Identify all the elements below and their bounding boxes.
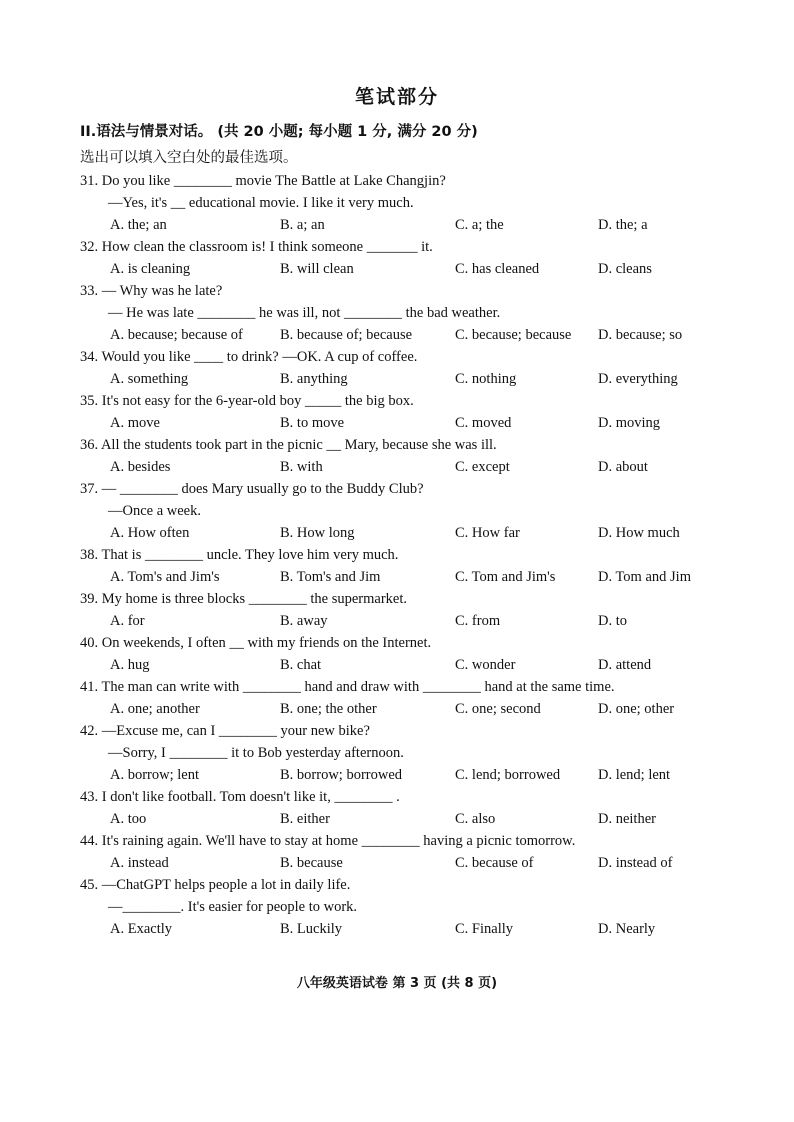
option-b: B. because of; because (280, 327, 413, 343)
option-a: A. borrow; lent (110, 767, 199, 783)
answer-options (80, 610, 740, 632)
option-d: D. about (598, 459, 648, 475)
option-a: A. instead (110, 855, 169, 871)
answer-options (80, 918, 740, 940)
question-stem: 37. — ________ does Mary usually go to the Buddy Club? (80, 481, 424, 497)
answer-options (80, 852, 740, 874)
answer-options (80, 368, 740, 390)
answer-options (80, 764, 740, 786)
question-item (80, 676, 740, 720)
instruction-text: 选出可以填入空白处的最佳选项。 (80, 150, 298, 166)
question-stem: 33. — Why was he late? (80, 283, 223, 299)
option-b: B. one; the other (280, 701, 377, 717)
option-a: A. too (110, 811, 147, 827)
question-item (80, 786, 740, 830)
answer-options (80, 324, 740, 346)
option-d: D. to (598, 613, 627, 629)
question-stem: 38. That is ________ uncle. They love him very much. (80, 547, 399, 563)
option-b: B. borrow; borrowed (280, 767, 403, 783)
option-a: A. because; because of (110, 327, 243, 343)
option-a: A. How often (110, 525, 190, 541)
question-stem: 44. It's raining again. We'll have to stay at home ________ having a picnic tomorrow. (80, 833, 576, 849)
option-b: B. either (280, 811, 330, 827)
option-c: C. moved (455, 415, 512, 431)
option-b: B. anything (280, 371, 348, 387)
question-item (80, 390, 740, 434)
option-c: C. lend; borrowed (455, 767, 561, 783)
option-c: C. one; second (455, 701, 541, 717)
option-a: A. one; another (110, 701, 200, 717)
question-stem: 32. How clean the classroom is! I think someone _______ it. (80, 239, 433, 255)
option-b: B. with (280, 459, 323, 475)
option-a: A. besides (110, 459, 171, 475)
option-c: C. has cleaned (455, 261, 540, 277)
option-a: A. the; an (110, 217, 167, 233)
option-c: C. because of (455, 855, 534, 871)
question-item (80, 544, 740, 588)
answer-options (80, 214, 740, 236)
option-d: D. Tom and Jim (598, 569, 691, 585)
option-d: D. cleans (598, 261, 652, 277)
option-b: B. because (280, 855, 343, 871)
option-a: A. something (110, 371, 189, 387)
option-a: A. for (110, 613, 145, 629)
question-list (80, 170, 740, 940)
option-b: B. to move (280, 415, 345, 431)
question-item (80, 280, 740, 346)
section-heading: II.语法与情景对话。 (共 20 小题; 每小题 1 分, 满分 20 分) (80, 124, 478, 140)
option-d: D. the; a (598, 217, 648, 233)
question-item (80, 236, 740, 280)
question-stem: 42. —Excuse me, can I ________ your new bike? (80, 723, 370, 739)
option-c: C. also (455, 811, 496, 827)
option-d: D. everything (598, 371, 678, 387)
option-c: C. Finally (455, 921, 514, 937)
option-c: C. a; the (455, 217, 504, 233)
question-item (80, 588, 740, 632)
option-d: D. attend (598, 657, 652, 673)
question-stem-continued: —Sorry, I ________ it to Bob yesterday afternoon. (108, 745, 404, 761)
option-b: B. away (280, 613, 328, 629)
option-c: C. Tom and Jim's (455, 569, 556, 585)
question-item (80, 830, 740, 874)
question-stem-continued: — He was late ________ he was ill, not ________ the bad weather. (108, 305, 501, 321)
question-stem-continued: —Once a week. (108, 503, 201, 519)
option-c: C. from (455, 613, 501, 629)
option-b: B. How long (280, 525, 355, 541)
answer-options (80, 566, 740, 588)
question-stem: 45. —ChatGPT helps people a lot in daily life. (80, 877, 351, 893)
option-d: D. instead of (598, 855, 673, 871)
option-d: D. How much (598, 525, 680, 541)
option-d: D. Nearly (598, 921, 656, 937)
question-item (80, 346, 740, 390)
option-d: D. moving (598, 415, 661, 431)
question-stem: 34. Would you like ____ to drink? —OK. A cup of coffee. (80, 349, 418, 365)
answer-options (80, 654, 740, 676)
question-item (80, 632, 740, 676)
page-title: 笔试部分 (354, 86, 439, 108)
page-footer: 八年级英语试卷 第 3 页 (共 8 页) (296, 976, 498, 991)
answer-options (80, 412, 740, 434)
question-stem-continued: —________. It's easier for people to work. (108, 899, 358, 915)
answer-options (80, 522, 740, 544)
option-c: C. nothing (455, 371, 517, 387)
answer-options (80, 808, 740, 830)
question-stem: 31. Do you like ________ movie The Battle at Lake Changjin? (80, 173, 446, 189)
option-a: A. Exactly (110, 921, 173, 937)
option-a: A. hug (110, 657, 150, 673)
question-item (80, 874, 740, 940)
option-b: B. a; an (280, 217, 325, 233)
option-b: B. will clean (280, 261, 354, 277)
question-stem: 41. The man can write with ________ hand and draw with ________ hand at the same time. (80, 679, 615, 695)
question-stem-continued: —Yes, it's __ educational movie. I like it very much. (108, 195, 414, 211)
question-item (80, 478, 740, 544)
answer-options (80, 258, 740, 280)
question-stem: 43. I don't like football. Tom doesn't like it, ________ . (80, 789, 400, 805)
option-c: C. wonder (455, 657, 516, 673)
option-d: D. neither (598, 811, 656, 827)
question-item (80, 170, 740, 236)
question-stem: 39. My home is three blocks ________ the supermarket. (80, 591, 407, 607)
option-b: B. Luckily (280, 921, 343, 937)
option-b: B. Tom's and Jim (280, 569, 381, 585)
option-c: C. because; because (455, 327, 572, 343)
option-b: B. chat (280, 657, 322, 673)
option-d: D. lend; lent (598, 767, 671, 783)
option-a: A. is cleaning (110, 261, 191, 277)
question-stem: 36. All the students took part in the picnic __ Mary, because she was ill. (80, 437, 497, 453)
option-c: C. How far (455, 525, 520, 541)
answer-options (80, 698, 740, 720)
question-item (80, 434, 740, 478)
answer-options (80, 456, 740, 478)
question-stem: 35. It's not easy for the 6-year-old boy _____ the big box. (80, 393, 414, 409)
option-d: D. one; other (598, 701, 675, 717)
option-c: C. except (455, 459, 510, 475)
option-a: A. move (110, 415, 160, 431)
option-d: D. because; so (598, 327, 683, 343)
question-item (80, 720, 740, 786)
question-stem: 40. On weekends, I often __ with my friends on the Internet. (80, 635, 432, 651)
option-a: A. Tom's and Jim's (110, 569, 220, 585)
